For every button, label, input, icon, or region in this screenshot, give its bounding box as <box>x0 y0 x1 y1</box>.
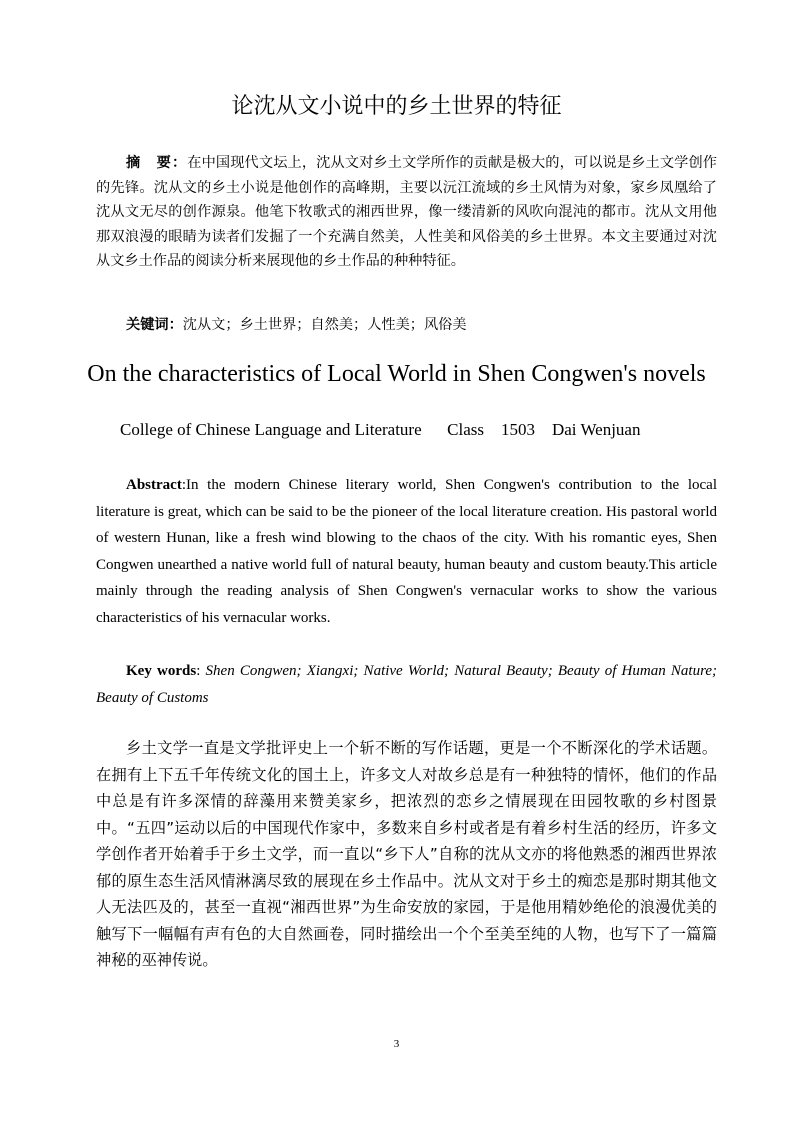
english-abstract <box>96 472 717 631</box>
english-abstract-text: :In the modern Chinese literary world, Shen Congwen's contribution to the local literature is great, which can be said to be the pioneer of the local literature creation. His pastoral world of western Hunan, like a fresh wind blowing to the chaos of the city. With his romantic eyes, Shen Congwen unearthed a native world full of natural beauty, human beauty and custom beauty.This article mainly through the reading analysis of Shen Congwen's vernacular works to show the various characteristics of his vernacular works. <box>96 477 717 626</box>
chinese-keywords-label: 关键词： <box>126 317 183 333</box>
chinese-abstract-label: 摘 要： <box>126 155 188 171</box>
english-keywords-label: Key words <box>126 663 197 679</box>
page-number: 3 <box>393 1038 400 1050</box>
english-affiliation: College of Chinese Language and Literature Class 1503 Dai Wenjuan <box>120 420 641 439</box>
chinese-keywords <box>126 313 467 337</box>
chinese-abstract <box>96 151 717 274</box>
chinese-keywords-text: 沈从文；乡土世界；自然美；人性美；风俗美 <box>182 317 467 333</box>
english-abstract-label: Abstract <box>126 477 182 493</box>
chinese-title: 论沈从文小说中的乡土世界的特征 <box>231 94 562 119</box>
english-keywords-separator: : <box>196 663 206 679</box>
english-title: On the characteristics of Local World in Shen Congwen's novels <box>87 361 706 387</box>
body-paragraph: 乡土文学一直是文学批评史上一个斩不断的写作话题，更是一个不断深化的学术话题。在拥有上下五千年传统文化的国土上，许多文人对故乡总是有一种独特的情怀，他们的作品中总是有许多深情的辞藻用来赞美家乡，把浓烈的恋乡之情展现在田园牧歌的乡村图景中。“五四”运动以后的中国现代作家中，多数来自乡村或者是有着乡村生活的经历，许多文学创作者开始着手于乡土文学，而一直以“乡下人”自称的沈从文亦的将他熟悉的湘西世界浓郁的原生态生活风情淋漓尽致的展现在乡土作品中。沈从文对于乡土的痴恋是那时期其他文人无法匹及的，甚至一直视“湘西世界”为生命安放的家园，于是他用精妙绝伦的浪漫优美的触写下一幅幅有声有色的大自然画卷，同时描绘出一个个至美至纯的人物，也写下了一篇篇神秘的巫神传说。 <box>96 739 717 969</box>
chinese-abstract-text: 在中国现代文坛上，沈从文对乡土文学所作的贡献是极大的，可以说是乡土文学创作的先锋。沈从文的乡土小说是他创作的高峰期，主要以沅江流域的乡土风情为对象，家乡凤凰给了沈从文无尽的创作源泉。他笔下牧歌式的湘西世界，像一缕清新的风吹向混沌的都市。沈从文用他那双浪漫的眼睛为读者们发掘了一个充满自然美，人性美和风俗美的乡土世界。本文主要通过对沈从文乡土作品的阅读分析来展现他的乡土作品的种种特征。 <box>96 155 717 269</box>
english-keywords-text: Shen Congwen; Xiangxi; Native World; Natural Beauty; Beauty of Human Nature; Beauty of Customs <box>96 663 718 706</box>
english-keywords <box>96 658 717 711</box>
